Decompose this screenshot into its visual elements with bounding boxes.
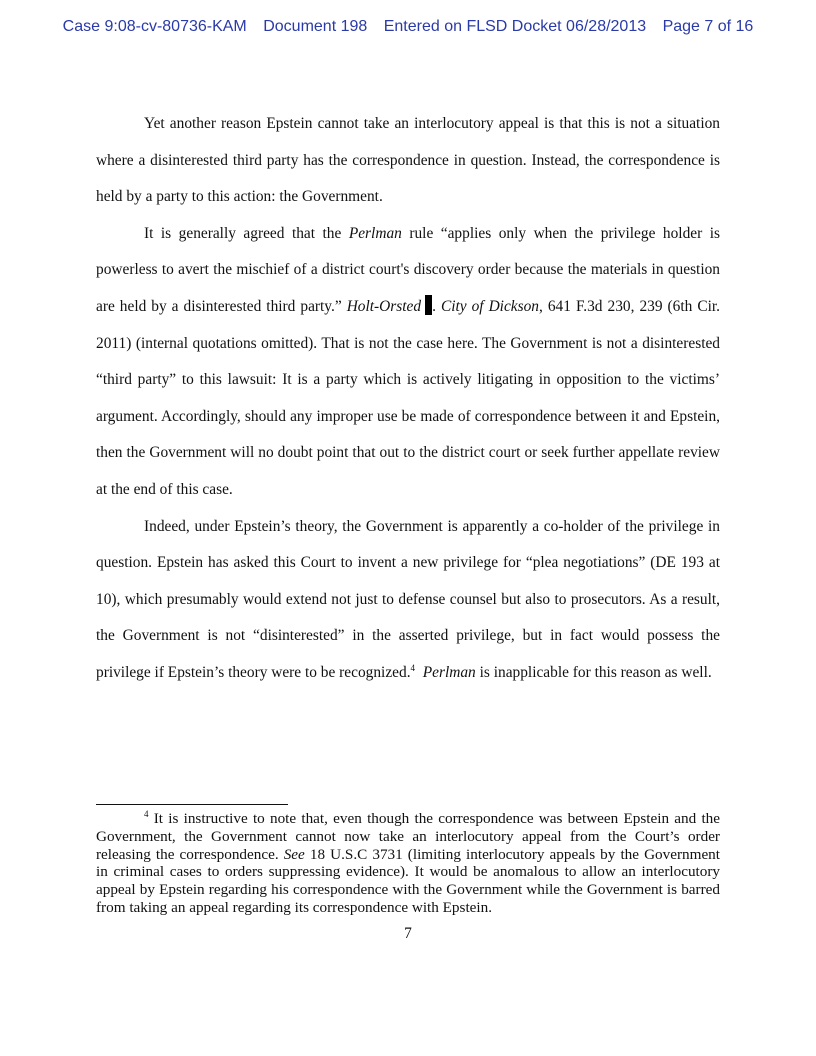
paragraph-3-text-c: is inapplicable for this reason as well.	[475, 663, 712, 681]
document-number: Document 198	[263, 18, 368, 35]
paragraph-2-text-g: , 641 F.3d 230, 239 (6th Cir. 2011) (internal quotations omitted). That is not the case here. The Government is not a disinterested “third party” to this lawsuit: It is a party which is actively litigating in opposition to the victims’ argument. Accordingly, should any improper use be made of correspondence between it and Epstein, then the Government will no doubt point that out to the district court or seek further appellate review at the end of this case.	[96, 297, 720, 498]
paragraph-2-text-e: .	[432, 297, 441, 315]
page-count: Page 7 of 16	[662, 18, 754, 35]
footnote-text-b: 18 U.S.C 3731 (limiting interlocutory appeals by the Government in criminal cases to orders suppressing evidence). It would be anomalous to allow an interlocutory appeal by Epstein regarding his correspondence with the Government while the Government is barred from taking an appeal regarding its correspondence with Epstein.	[96, 845, 720, 916]
perlman-citation: Perlman	[348, 224, 402, 242]
paragraph-1: Yet another reason Epstein cannot take an interlocutory appeal is that this is not a situation where a disinterested third party has the correspondence in question. Instead, the correspondence is held by a party to this action: the Government.	[96, 115, 720, 206]
paragraph-2	[96, 216, 720, 509]
body-text	[96, 106, 720, 692]
footnote-text-a: It is instructive to note that, even though the correspondence was between Epstein and the Government, the Government cannot now take an interlocutory appeal from the Court’s order releasing the correspondence.	[96, 810, 720, 863]
perlman-citation-2: Perlman	[422, 663, 476, 681]
docket-header	[0, 18, 816, 36]
page-number: 7	[404, 925, 412, 942]
docket-entry: Entered on FLSD Docket 06/28/2013	[383, 18, 647, 35]
paragraph-3-text-a: Indeed, under Epstein’s theory, the Government is apparently a co-holder of the privilege in question. Epstein has asked this Court to invent a new privilege for “plea negotiations” (DE 193 at 10), which presumably would extend not just to defense counsel but also to prosecutors. As a result, the Government is not “disinterested” in the asserted privilege, but in fact would possess the privilege if Epstein’s theory were to be recognized.	[96, 517, 720, 681]
footnote-reference: 4	[410, 662, 416, 673]
paragraph-3	[96, 509, 720, 692]
see-signal: See	[283, 845, 305, 863]
footnote-4	[96, 810, 720, 917]
case-number: Case 9:08-cv-80736-KAM	[62, 18, 247, 35]
footnote-number: 4	[144, 809, 149, 819]
footnote-divider	[96, 804, 288, 805]
paragraph-2-text-a: It is generally agreed that the	[144, 224, 349, 242]
paragraph-2-text-c: rule “applies only when the privilege holder is powerless to avert the mischief of a district court's discovery order because the materials in question are held by a disinterested third party.”	[96, 224, 720, 315]
holt-orsted-citation: Holt-Orsted	[346, 297, 422, 315]
city-of-dickson-citation: City of Dickson	[440, 297, 539, 315]
